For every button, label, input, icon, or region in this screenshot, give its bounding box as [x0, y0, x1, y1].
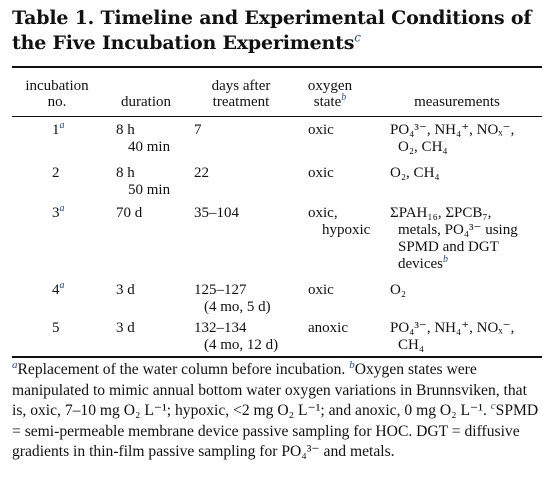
row-2-no: 2: [52, 165, 60, 181]
row-1-oxygen: oxic: [308, 122, 334, 138]
row-4-no: 4$^a$: [52, 280, 65, 298]
row-3-no: 3$^a$: [52, 203, 65, 221]
header-incubation-no: incubation no.: [25, 78, 89, 110]
row-3-oxygen: oxic, hypoxic: [308, 205, 371, 238]
header-measurements: measurements: [414, 94, 500, 110]
row-5-measurements: PO₄³⁻, NH₄⁺, NOₓ⁻, CH₄: [390, 320, 515, 353]
footnote-b-marker: b: [349, 358, 355, 371]
header-oxygen-state: oxygen state$^b$: [307, 78, 353, 110]
header-duration: duration: [121, 94, 171, 110]
row-5-no: 5: [52, 320, 60, 336]
row-1-days: 7: [194, 122, 202, 138]
row-5-oxygen: anoxic: [308, 320, 348, 336]
row-1-duration: 8 h 40 min: [116, 122, 171, 155]
row-3-measurements: ΣPAH₁₆, ΣPCB₇, metals, PO₄³⁻ using SPMD and DGT devices$^b$: [390, 205, 518, 272]
row-3-days: 35–104: [194, 205, 239, 221]
row-4-days: 125–127 (4 mo, 5 d): [194, 282, 271, 315]
top-rule: [12, 66, 542, 68]
table-title: Table 1. Timeline and Experimental Conditions of the Five Incubation Experiments$^c$: [12, 7, 532, 54]
footnote-c-marker: c: [490, 399, 496, 412]
bottom-rule: [12, 356, 542, 358]
row-5-duration: 3 d: [116, 320, 135, 336]
row-2-oxygen: oxic: [308, 165, 334, 181]
row-2-days: 22: [194, 165, 209, 181]
row-4-duration: 3 d: [116, 282, 135, 298]
row-4-measurements: O₂: [390, 282, 407, 298]
footnote-marker-b: b: [341, 92, 347, 103]
footnote-c: SPMD = semi-permeable membrane device passive sampling for HOC. DGT = diffusive gradients in thin-film passive sampling for PO₄³⁻ and metals.: [12, 402, 539, 460]
row-3-duration: 70 d: [116, 205, 143, 221]
footnote-marker-c: c: [354, 30, 361, 45]
row-5-days: 132–134 (4 mo, 12 d): [194, 320, 279, 353]
footnote-marker-b: b: [442, 254, 448, 265]
row-1-no: 1$^a$: [52, 120, 65, 138]
row-4-oxygen: oxic: [308, 282, 334, 298]
header-days-after-treatment: days after treatment: [211, 78, 271, 110]
row-1-measurements: PO₄³⁻, NH₄⁺, NOₓ⁻, O₂, CH₄: [390, 122, 515, 155]
row-2-measurements: O₂, CH₄: [390, 165, 440, 181]
footnote-a: Replacement of the water column before incubation.: [17, 361, 346, 378]
row-2-duration: 8 h 50 min: [116, 165, 171, 198]
table-footnotes: [12, 360, 542, 463]
footnote-b: Oxygen states were manipulated to mimic annual bottom water oxygen variations in Brunnsviken, that is, oxic, 7–10 mg O₂ L⁻¹; hypoxic, <2 mg O₂ L⁻¹; and anoxic, 0 mg O₂ L⁻¹.: [12, 361, 527, 419]
header-rule: [12, 116, 542, 117]
footnote-a-marker: a: [12, 358, 18, 371]
